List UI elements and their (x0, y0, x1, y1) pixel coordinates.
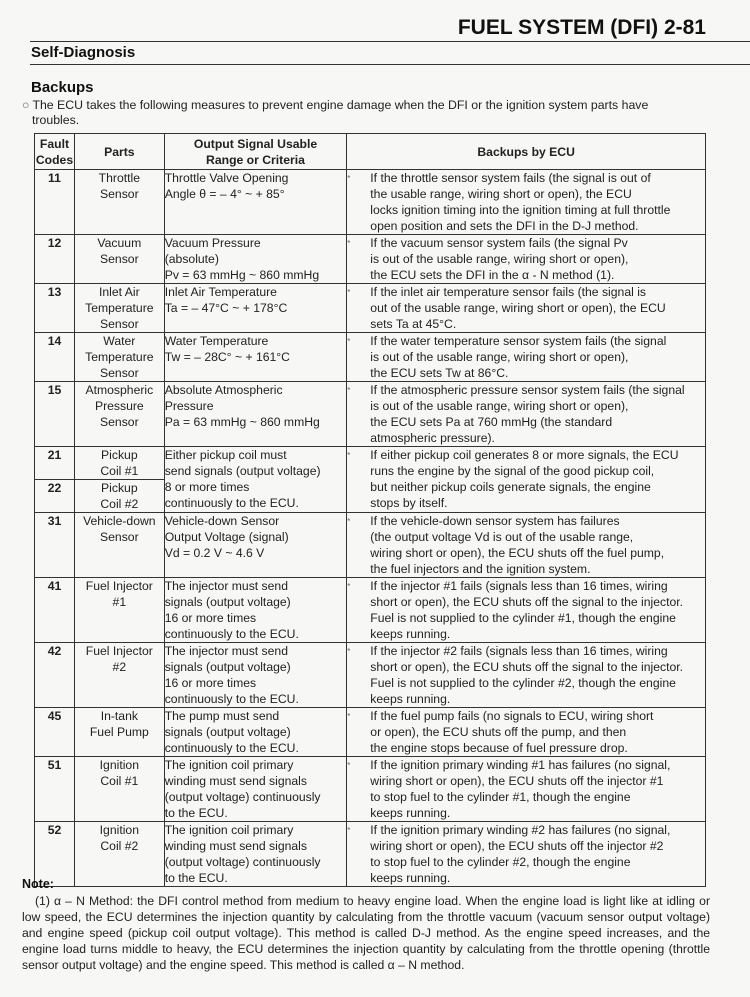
backup-cell (347, 578, 706, 643)
criteria-cell (164, 235, 347, 284)
backup-line: wiring short or open), the ECU shuts off the fuel pump, (370, 546, 665, 560)
criteria-line: 16 or more times (164, 676, 257, 690)
criteria-line: Vacuum Pressure (164, 236, 261, 250)
backup-cell (347, 757, 706, 822)
fault-code: 12 (35, 235, 75, 284)
part-line: Atmospheric (85, 383, 154, 397)
asterisk-bullet-icon: * (347, 337, 351, 346)
fault-code: 11 (35, 170, 75, 235)
table-row (35, 578, 706, 643)
backup-line: Fuel is not supplied to the cylinder #1, though the engine (370, 611, 676, 625)
part-line: Water (103, 334, 136, 348)
part-line: Fuel Injector (85, 579, 153, 593)
asterisk-bullet-icon: * (347, 826, 351, 835)
header-fault-codes (35, 134, 75, 170)
criteria-line: 16 or more times (164, 611, 257, 625)
criteria-line: winding must send signals (164, 774, 307, 788)
backups-intro (22, 98, 712, 128)
backup-line: If the injector #2 fails (signals less than 16 times, wiring (370, 644, 668, 658)
header-rule-bottom (30, 64, 750, 65)
part-line: #1 (112, 595, 127, 609)
part-line: Coil #1 (100, 464, 139, 478)
fault-code: 45 (35, 708, 75, 757)
table-header-row (35, 134, 706, 170)
table-row (35, 382, 706, 447)
note-heading: Note: (22, 877, 54, 891)
backup-line: to stop fuel to the cylinder #2, though the engine (370, 855, 631, 869)
table-row (35, 757, 706, 822)
header-parts: Parts (74, 134, 164, 170)
criteria-line: Pa = 63 mmHg ~ 860 mmHg (164, 415, 320, 429)
backup-line: wiring short or open), the ECU shuts off the injector #1 (370, 774, 664, 788)
part-line: Temperature (85, 301, 154, 315)
section-title: Self-Diagnosis (31, 44, 136, 61)
part-cell (74, 822, 164, 887)
table-row (35, 643, 706, 708)
backup-cell (347, 284, 706, 333)
part-line: Inlet Air (99, 285, 140, 299)
header-fault-codes-line2: Codes (35, 152, 74, 167)
fault-code: 31 (35, 513, 75, 578)
backup-cell (347, 643, 706, 708)
criteria-line: Vd = 0.2 V ~ 4.6 V (164, 546, 265, 560)
part-line: Sensor (100, 187, 139, 201)
part-cell (74, 708, 164, 757)
criteria-line: send signals (output voltage) (164, 464, 321, 478)
backup-cell (347, 708, 706, 757)
fault-code: 15 (35, 382, 75, 447)
circle-bullet-icon: ○ (22, 98, 30, 112)
asterisk-bullet-icon: * (347, 647, 351, 656)
fault-code: 41 (35, 578, 75, 643)
part-line: Sensor (100, 317, 139, 331)
criteria-line: Ta = – 47°C ~ + 178°C (164, 301, 288, 315)
backups-heading: Backups (31, 79, 94, 96)
backup-line: If the throttle sensor system fails (the signal is out of (370, 171, 651, 185)
criteria-cell (164, 170, 347, 235)
criteria-line: Vehicle-down Sensor (164, 514, 280, 528)
backup-line: If the ignition primary winding #2 has failures (no signal, (370, 823, 671, 837)
asterisk-bullet-icon: * (347, 288, 351, 297)
table-row (35, 170, 706, 235)
part-cell (74, 447, 164, 480)
criteria-line: Tw = – 28C° ~ + 161°C (164, 350, 290, 364)
backup-line: is out of the usable range, wiring short or open), (370, 350, 629, 364)
criteria-line: signals (output voltage) (164, 725, 291, 739)
backup-line: If the atmospheric pressure sensor system fails (the signal (370, 383, 685, 397)
criteria-line: (absolute) (164, 252, 219, 266)
criteria-line: The ignition coil primary (164, 823, 294, 837)
backup-line: keeps running. (370, 692, 451, 706)
part-cell (74, 333, 164, 382)
criteria-line: winding must send signals (164, 839, 307, 853)
backup-line: short or open), the ECU shuts off the signal to the injector. (370, 595, 684, 609)
part-cell (74, 170, 164, 235)
criteria-line: The ignition coil primary (164, 758, 294, 772)
criteria-cell (164, 643, 347, 708)
header-criteria (164, 134, 347, 170)
table-row (35, 447, 706, 480)
part-line: Vehicle-down (83, 514, 156, 528)
backup-line: runs the engine by the signal of the good pickup coil, (370, 464, 655, 478)
backups-table (34, 133, 706, 887)
criteria-line: Water Temperature (164, 334, 269, 348)
part-cell (74, 513, 164, 578)
criteria-line: The injector must send (164, 644, 288, 658)
backup-cell (347, 822, 706, 887)
criteria-line: to the ECU. (164, 806, 228, 820)
criteria-line: continuously to the ECU. (164, 741, 299, 755)
fault-code: 51 (35, 757, 75, 822)
part-line: In-tank (100, 709, 138, 723)
fault-code: 13 (35, 284, 75, 333)
asterisk-bullet-icon: * (347, 761, 351, 770)
backup-line: If the water temperature sensor system fails (the signal (370, 334, 667, 348)
backup-line: the engine stops because of fuel pressure drop. (370, 741, 628, 755)
backup-cell (347, 333, 706, 382)
backup-line: If the injector #1 fails (signals less than 16 times, wiring (370, 579, 668, 593)
part-cell (74, 643, 164, 708)
criteria-line: continuously to the ECU. (164, 496, 299, 510)
criteria-line: signals (output voltage) (164, 660, 291, 674)
backup-line: atmospheric pressure). (370, 431, 495, 445)
part-line: Fuel Pump (89, 725, 149, 739)
criteria-line: Throttle Valve Opening (164, 171, 289, 185)
part-line: Pressure (94, 399, 144, 413)
fault-code: 14 (35, 333, 75, 382)
part-line: Coil #2 (100, 839, 139, 853)
intro-line-2: troubles. (32, 113, 80, 127)
criteria-cell (164, 578, 347, 643)
criteria-line: (output voltage) continuously (164, 855, 321, 869)
backup-line: short or open), the ECU shuts off the signal to the injector. (370, 660, 684, 674)
backup-line: the fuel injectors and the ignition system. (370, 562, 591, 576)
part-line: Ignition (99, 758, 139, 772)
header-backups: Backups by ECU (347, 134, 706, 170)
part-cell (74, 284, 164, 333)
fault-code: 42 (35, 643, 75, 708)
criteria-cell (164, 708, 347, 757)
backup-line: If the vehicle-down sensor system has failures (370, 514, 620, 528)
backup-cell (347, 235, 706, 284)
fault-code: 21 (35, 447, 75, 480)
part-cell (74, 480, 164, 513)
note-text (22, 893, 710, 973)
criteria-line: The pump must send (164, 709, 280, 723)
criteria-line: Output Voltage (signal) (164, 530, 289, 544)
criteria-line: 8 or more times (164, 480, 250, 494)
backup-line: stops by itself. (370, 496, 448, 510)
part-line: Vacuum (97, 236, 142, 250)
note-paragraph: (1) α – N Method: the DFI control method from medium to heavy engine load. When the engine load is light like at idling or low speed, the ECU determines the injection quantity by calculating from the throttle vacuum (vacuum sensor output voltage) and engine speed (pickup coil output voltage). This method is called D-J method. As the engine speed increases, and the engine load turns middle to heavy, the ECU determines the injection quantity by calculating from the throttle opening (throttle sensor output voltage) and the engine speed. This method is called α – N method. (22, 894, 710, 972)
part-line: Throttle (98, 171, 140, 185)
backup-line: to stop fuel to the cylinder #1, though the engine (370, 790, 631, 804)
part-line: Sensor (100, 252, 139, 266)
criteria-line: Either pickup coil must (164, 448, 287, 462)
backup-line: is out of the usable range, wiring short or open), (370, 399, 629, 413)
backup-line: keeps running. (370, 806, 451, 820)
part-cell (74, 235, 164, 284)
table-row (35, 822, 706, 887)
fault-code: 52 (35, 822, 75, 887)
part-line: #2 (112, 660, 127, 674)
asterisk-bullet-icon: * (347, 451, 351, 460)
part-line: Sensor (100, 366, 139, 380)
part-cell (74, 578, 164, 643)
criteria-line: (output voltage) continuously (164, 790, 321, 804)
part-line: Sensor (100, 530, 139, 544)
criteria-line: signals (output voltage) (164, 595, 291, 609)
criteria-cell (164, 822, 347, 887)
criteria-cell (164, 284, 347, 333)
backup-line: wiring short or open), the ECU shuts off the injector #2 (370, 839, 664, 853)
part-line: Sensor (100, 415, 139, 429)
criteria-line: continuously to the ECU. (164, 692, 299, 706)
backup-line: Fuel is not supplied to the cylinder #2, though the engine (370, 676, 676, 690)
criteria-line: Angle θ = – 4° ~ + 85° (164, 187, 285, 201)
criteria-cell (164, 333, 347, 382)
backup-line: (the output voltage Vd is out of the usable range, (370, 530, 634, 544)
part-cell (74, 382, 164, 447)
part-line: Pickup (101, 481, 138, 495)
page-title: FUEL SYSTEM (DFI) 2-81 (457, 16, 706, 39)
criteria-line: Absolute Atmospheric (164, 383, 283, 397)
criteria-cell (164, 757, 347, 822)
table-row (35, 333, 706, 382)
header-fault-codes-line1: Fault (39, 136, 70, 151)
criteria-line: Pv = 63 mmHg ~ 860 mmHg (164, 268, 320, 282)
part-line: Pickup (101, 448, 138, 462)
backup-line: If the ignition primary winding #1 has failures (no signal, (370, 758, 671, 772)
backup-line: is out of the usable range, wiring short or open), (370, 252, 629, 266)
backup-line: If the fuel pump fails (no signals to ECU, wiring short (370, 709, 654, 723)
backup-line: If the vacuum sensor system fails (the signal Pv (370, 236, 628, 250)
intro-line-1: The ECU takes the following measures to prevent engine damage when the DFI or the ignition system parts have (32, 98, 649, 112)
backup-line: locks ignition timing into the ignition timing at full throttle (370, 203, 671, 217)
criteria-line: continuously to the ECU. (164, 627, 299, 641)
asterisk-bullet-icon: * (347, 174, 351, 183)
backup-line: keeps running. (370, 627, 451, 641)
backup-line: but neither pickup coils generate signals, the engine (370, 480, 651, 494)
criteria-cell (164, 513, 347, 578)
criteria-line: Pressure (164, 399, 214, 413)
backup-line: the usable range, wiring short or open), the ECU (370, 187, 632, 201)
backup-line: the ECU sets Tw at 86°C. (370, 366, 509, 380)
criteria-line: to the ECU. (164, 871, 228, 885)
table-row (35, 708, 706, 757)
criteria-cell (164, 447, 347, 513)
part-line: Ignition (99, 823, 139, 837)
backup-line: or open), the ECU shuts off the pump, and then (370, 725, 627, 739)
header-criteria-line1: Output Signal Usable (193, 136, 318, 151)
backup-line: keeps running. (370, 871, 451, 885)
criteria-cell (164, 382, 347, 447)
backup-line: open position and sets the DFI in the D-J method. (370, 219, 639, 233)
backup-line: the ECU sets the DFI in the α - N method (1). (370, 268, 615, 282)
part-line: Coil #2 (100, 497, 139, 511)
backup-cell (347, 513, 706, 578)
asterisk-bullet-icon: * (347, 582, 351, 591)
table-row (35, 513, 706, 578)
part-line: Fuel Injector (85, 644, 153, 658)
criteria-line: The injector must send (164, 579, 288, 593)
table-row (35, 284, 706, 333)
backup-cell (347, 447, 706, 513)
criteria-line: Inlet Air Temperature (164, 285, 277, 299)
asterisk-bullet-icon: * (347, 386, 351, 395)
backup-line: out of the usable range, wiring short or open), the ECU (370, 301, 666, 315)
part-line: Temperature (85, 350, 154, 364)
asterisk-bullet-icon: * (347, 712, 351, 721)
header-rule-top (30, 41, 750, 42)
header-criteria-line2: Range or Criteria (206, 152, 305, 167)
part-line: Coil #1 (100, 774, 139, 788)
table-row (35, 235, 706, 284)
fault-code: 22 (35, 480, 75, 513)
backup-line: sets Ta at 45°C. (370, 317, 457, 331)
asterisk-bullet-icon: * (347, 239, 351, 248)
backup-cell (347, 382, 706, 447)
part-cell (74, 757, 164, 822)
backup-line: If the inlet air temperature sensor fails (the signal is (370, 285, 646, 299)
backup-line: If either pickup coil generates 8 or more signals, the ECU (370, 448, 679, 462)
asterisk-bullet-icon: * (347, 517, 351, 526)
backup-line: the ECU sets Pa at 760 mmHg (the standard (370, 415, 613, 429)
backup-cell (347, 170, 706, 235)
